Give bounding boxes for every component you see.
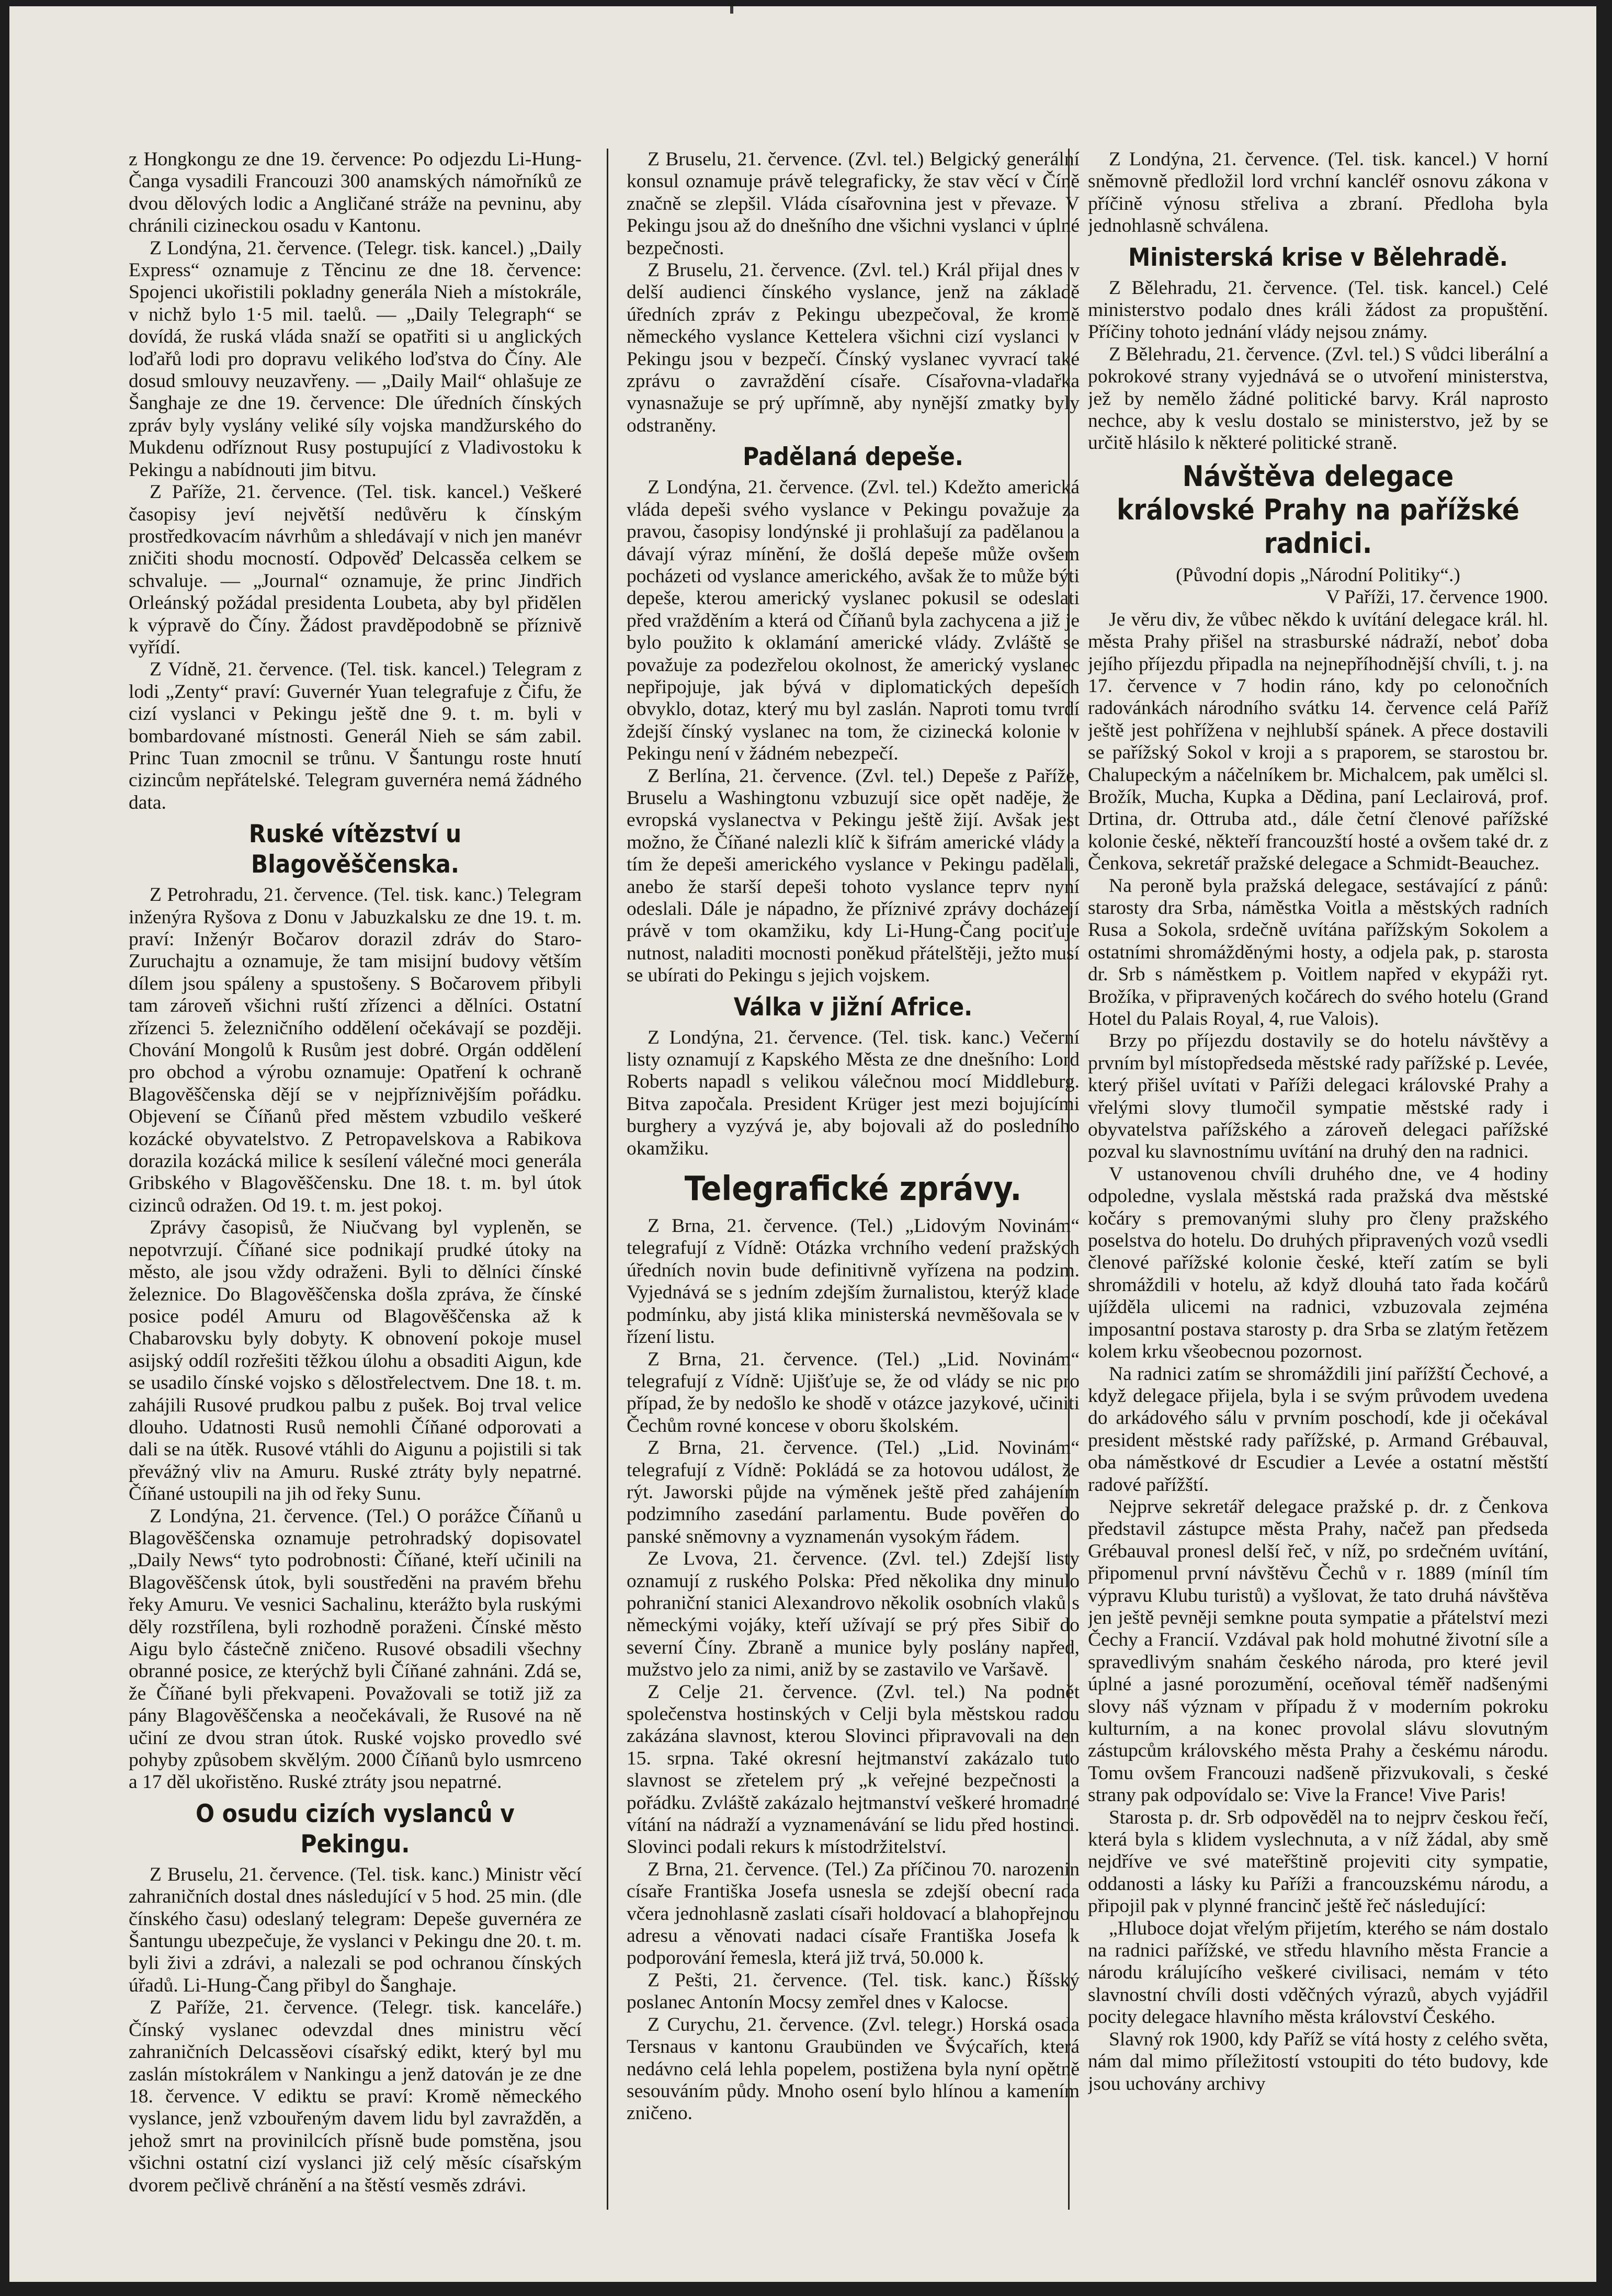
article-paragraph: Z Bruselu, 21. července. (Zvl. tel.) Král přijal dnes v delší audienci čínského vyslance, jenž na základě úředních zpráv z Pekingu ubezpečoval, že kromě německého vyslance Kettelera všichni cizí vyslanci v Pekingu jsou v bezpečí. Čínský vyslanec vyvrací také zprávu o zavraždění císaře. Císařovna-vladařka vynasnažuje se prý upřímně, aby nynější zmatky byly odstraněny. (627, 259, 1080, 436)
column-2 (627, 149, 1080, 2218)
article-paragraph: Starosta p. dr. Srb odpověděl na to nejprv českou řečí, která byla s klidem vyslechnuta, a v níž žádal, aby smě nejdříve ve své mateřštině projeviti city sympatie, oddanosti a lásky ku Paříži a francouzskému národu, a připojil pak v plynné francinč ještě řeč následující: (1088, 1806, 1548, 1917)
column-rule (607, 149, 608, 2210)
article-paragraph: Z Londýna, 21. července. (Telegr. tisk. kancel.) „Daily Express“ oznamuje z Těncinu ze dne 18. července: Spojenci ukořistili pokladny generála Nieh a místokrále, v nichž bylo 1·5 mil. taelů. — „Daily Telegraph“ se dovídá, že ruská vláda snaží se opatřiti si u anglických loďařů lodi pro dopravu velikého loďstva do Číny. Ale dosud smlouvy neuzavřeny. — „Daily Mail“ ohlašuje ze Šanghaje ze dne 19. července: Dle úředních čínských zpráv byly vyslány veliké síly vojska mandžurského do Mukdenu odříznout Rusy postupující z Vladivostoku k Pekingu a nabídnouti jim bitvu. (129, 237, 582, 481)
newspaper-page (9, 6, 1596, 2282)
section-heading: Padělaná depeše. (743, 443, 963, 472)
article-paragraph: Z Brna, 21. července. (Tel.) „Lidovým Novinám“ telegrafují z Vídně: Otázka vrchního vedení pražských úředních novin bude definitivně vyřízena na podzim. Vyjednává se s jedním zdejším žurnalistou, kterýž klade podmínku, aby jistá klika ministerská nevměšovala se v řízení listu. (627, 1215, 1080, 1348)
article-paragraph: Z Berlína, 21. července. (Zvl. tel.) Depeše z Paříže, Bruselu a Washingtonu vzbuzují sice opět naděje, že evropská vyslanectva v Pekingu ještě žijí. Avšak jest možno, že Číňané nalezli klíč k šifrám americké vlády a tím že depeši amerického vyslance v Pekingu padělali, anebo že starší depeši tohoto vyslance teprv nyní odeslali. Dále je nápadno, že příznivé zprávy docházejí právě v tom okamžiku, kdy Li-Hung-Čang pociťuje nutnost, naladiti mocnosti poněkud přátelštěji, ježto musí se ubírati do Pekingu s jejich vojskem. (627, 765, 1080, 987)
article-paragraph: Z Paříže, 21. července. (Telegr. tisk. kanceláře.) Čínský vyslanec odevzdal dnes ministru věcí zahraničních Delcassěovi císařský edikt, který byl mu zaslán místokrálem v Nankingu a jenž datován je ze dne 18. července. V ediktu se praví: Kromě německého vyslance, jenž vzbouřeným davem lidu byl zavražděn, a jehož smrt na provinilcích přísně bude pomstěna, jsou všichni ostatní cizí vyslanci již celý měsíc císařským dvorem pečlivě chránění a na štěstí vesměs zdrávi. (129, 1997, 582, 2196)
article-paragraph: V ustanovenou chvíli druhého dne, ve 4 hodiny odpoledne, vyslala městská rada pražská dva městské kočáry s premovanými sluhy pro členy pražského poselstva do hotelu. Do druhých připravených vozů vsedli členové pařížské kolonie české, kteří zatím se byli shromáždili v hotelu, až když dlouhá tato řada kočárů ujížděla ulicemi na radnici, vzbuzovala zejména imposantní postava starosty p. dra Srba se zlatým řetězem kolem krku všeobecnou pozornost. (1088, 1163, 1548, 1363)
article-paragraph: Ze Lvova, 21. července. (Zvl. tel.) Zdejší listy oznamují z ruského Polska: Před několika dny minulo pohraniční stanici Alexandrovo několik osobních vlaků s německými vojáky, kteří užívají se prý přes Sibiř do severní Číny. Zbraně a munice byly poslány napřed, mužstvo jelo za nimi, aniž by se zastavilo ve Varšavě. (627, 1548, 1080, 1681)
page-fold-mark (730, 6, 733, 14)
article-paragraph: z Hongkongu ze dne 19. července: Po odjezdu Li-Hung-Čanga vysadili Francouzi 300 anamských námořníků ze dvou dělových lodic a Angličané stráže na pevninu, aby chránili cizineckou osadu v Kantonu. (129, 149, 582, 237)
section-heading: Ruské vítězství u Blagověščenska. (248, 820, 462, 879)
article-paragraph: Na radnici zatím se shromáždili jiní pařížští Čechové, a když delegace přijela, byla i se svým průvodem uvedena do arkádového sálu v prvním poschodí, kde ji očekával president městské rady pařížské, p. Armand Grébauval, oba náměstkové dr Escudier a Levée a ostatní městští radové pařížští. (1088, 1363, 1548, 1496)
article-paragraph: Brzy po příjezdu dostavily se do hotelu návštěvy a prvním byl místopředseda městské rady pařížské p. Levée, který přišel uvítati v Paříži delegaci královské Prahy a vřelými slovy tlumočil sympatie městské rady i obyvatelstva pařížského a zároveň delegaci pařížské pozval ku slavnostnímu uvítání na druhý den na radnici. (1088, 1030, 1548, 1163)
article-paragraph: Z Londýna, 21. července. (Tel. tisk. kancel.) V horní sněmovně předložil lord vrchní kancléř osnovu zákona v příčině výnosu střeliva a zbraní. Předloha byla jednohlasně schválena. (1088, 149, 1548, 237)
section-heading: Válka v jižní Africe. (733, 992, 973, 1022)
article-paragraph: „Hluboce dojat vřelým přijetím, kterého se nám dostalo na radnici pařížské, ve středu hlavního města Francie a národu králujícího veškeré civilisaci, nemám v této slavnostní chvíli dosti vděčných výrazů, abych vyjádřil pocity delegace hlavního města království Českého. (1088, 1917, 1548, 2028)
article-paragraph: Z Bělehradu, 21. července. (Tel. tisk. kancel.) Celé ministerstvo podalo dnes králi žádost za propuštění. Příčiny tohoto jednání vlády nejsou známy. (1088, 277, 1548, 343)
article-paragraph: Z Vídně, 21. července. (Tel. tisk. kancel.) Telegram z lodi „Zenty“ praví: Guvernér Yuan telegrafuje z Čifu, že cizí vyslanci v Pekingu ještě dne 9. t. m. byli v bombardované místnosti. Generál Nieh se sám zabil. Princ Tuan zmocnil se trůnu. V Šantungu roste hnutí cizincům nepřátelské. Telegram guvernéra nemá žádného data. (129, 659, 582, 813)
column-3 (1088, 149, 1548, 2218)
article-paragraph: Z Bruselu, 21. července. (Zvl. tel.) Belgický generální konsul oznamuje právě telegraficky, že stav věcí v Číně značně se zlepšil. Vláda císařovnina jest v převaze. V Pekingu jsou až do dnešního dne všichni vyslanci v úplné bezpečnosti. (627, 149, 1080, 259)
article-paragraph: Z Londýna, 21. července. (Tel.) O porážce Číňanů u Blagověščenska oznamuje petrohradský dopisovatel „Daily News“ tyto podrobnosti: Číňané, kteří učinili na Blagověščensk útok, byli soustředěni na pravém břehu řeky Amuru. Ve vesnici Sachalinu, kterážto byla ruskými děly rozstřílena, byli rozhodně poraženi. Čínské město Aigu bylo částečně zničeno. Rusové obsadili všechny obranné posice, ze kterýchž byli Číňané zahnáni. Zdá se, že Číňané byli překvapeni. Považovali se totiž již za pány Blagověščenska a neočekávali, že Rusové na ně učiní ze dvou stran útok. Ruské vojsko provedlo své pohyby způsobem skvělým. 2000 Číňanů bylo usmrceno a 17 děl ukořistěno. Ruské ztráty jsou nepatrné. (129, 1505, 582, 1793)
article-paragraph: Z Petrohradu, 21. července. (Tel. tisk. kanc.) Telegram inženýra Ryšova z Donu v Jabuzkalsku ze dne 19. t. m. praví: Inženýr Bočarov dorazil zdráv do Staro-Zuruchajtu a oznamuje, že tam misijní budovy větším dílem jsou spáleny a spustošeny. S Bočarovem přibyli tam zároveň všichni ruští zřízenci a dělníci. Ostatní zřízenci 5. železničního oddělení očekávají se později. Chování Mongolů k Rusům jest dobré. Orgán oddělení pro obchod a výrobu oznamuje: Opatření k ochraně Blagověščenska dějí se v nejpříznivějším pořádku. Objevení se Číňanů před městem vzbudilo veškeré kozácké obyvatelstvo. Z Petropavelskova a Rabikova dorazila kozácká milice k sesílení válečné moci generála Gribského v Blagověščensku. Dne 18. t. m. byl útok cizinců odražen. Od 19. t. m. jest pokoj. (129, 884, 582, 1216)
column-1 (129, 149, 582, 2218)
article-paragraph: Z Londýna, 21. července. (Zvl. tel.) Kdežto americká vláda depeši svého vyslance v Pekingu považuje za pravou, časopisy londýnské ji prohlašují za padělanou a dávají výraz mínění, že došlá depeše může ovšem pocházeti od vyslance amerického, avšak že to může býti depeše, kterou americký vyslanec pokusil se odeslati před vražděním a která od Číňanů byla zachycena a již je bylo použito k oklamání americké vlády. Zvláště se považuje za podezřelou okolnost, že americký vyslanec nepřipojuje, jak bývá v diplomatických depeších obvyklo, dotaz, který mu byl zaslán. Naproti tomu tvrdí ždejší čínský vyslanec na tom, že cizinecká kolonie v Pekingu není v žádném nebezpečí. (627, 477, 1080, 765)
section-heading: O osudu cizích vyslanců v Pekingu. (196, 1799, 515, 1859)
article-paragraph: Z Brna, 21. července. (Tel.) „Lid. Novinám“ telegrafují z Vídně: Pokládá se za hotovou událost, že rýt. Jaworski půjde na výměnek ještě před zahájením podzimního zasedání parlamentu. Bude pověřen do panské sněmovny a vyznamenán vysokým řádem. (627, 1437, 1080, 1547)
article-paragraph: Slavný rok 1900, kdy Paříž se vítá hosty z celého světa, nám dal mimo příležitostí vstoupiti do této budovy, kde jsou uchovány archivy (1088, 2028, 1548, 2095)
article-paragraph: Z Pešti, 21. července. (Tel. tisk. kanc.) Říšský poslanec Antonín Mocsy zemřel dnes v Kalocse. (627, 1969, 1080, 2014)
article-subheading: (Původní dopis „Národní Politiky“.) (1176, 564, 1460, 586)
dateline: V Paříži, 17. července 1900. (1325, 586, 1548, 608)
article-paragraph: Nejprve sekretář delegace pražské p. dr. z Čenkova představil zástupce města Prahy, načež pan předseda Grébauval pronesl delší řeč, v níž, po srdečném uvítání, připomenul první návštěvu Čechů v r. 1889 (míníl tím výpravu Klubu turistů) a vyšlovat, že tato druhá návštěva jen ještě pevněji semkne pouta sympatie a přátelství mezi Čechy a Francií. Vzdával pak hold mohutné životní síle a spravedlivým snahám českého národa, pro které jevil úplné a jasné porozumění, oceňoval téměř nadšenými slovy náš význam v případu ž v moderním pokroku kulturním, a na konec provolal slávu slovutným zástupcům královského města Prahy a českému národu. Tomu ovšem Francouzi nadšeně přizvukovali, s české strany pak odpovídalo se: Vive la France! Vive Paris! (1088, 1496, 1548, 1806)
article-paragraph: Zprávy časopisů, že Niučvang byl vypleněn, se nepotvrzují. Číňané sice podnikají prudké útoky na město, ale jsou vždy odraženi. Byli to dělníci čínské železnice. Do Blagověščenska došla zpráva, že čínské posice podél Amuru od Blagověščenska až k Chabarovsku byly dobyty. K obnovení pokoje musel asijský oddíl rozřešiti těžkou úlohu a obsaditi Aigun, kde se usadilo čínské vojsko s dělostřelectvem. Dne 18. t. m. zahájili Rusové prudkou palbu z pušek. Boj trval velice dlouho. Udatnosti Rusů nemohli Číňané odporovati a dali se na útěk. Rusové vtáhli do Aigunu a pojistili si tak převážný vliv na Amuru. Ruské ztráty byly nepatrné. Číňané ustoupili na jih od řeky Sunu. (129, 1217, 582, 1505)
article-paragraph: Z Celje 21. července. (Zvl. tel.) Na podnět společenstva hostinských v Celji byla městskou radou zakázána slavnost, kterou Slovinci připravovali na den 15. srpna. Také okresní hejtmanství zakázalo tuto slavnost se zřetelem prý „k veřejné bezpečnosti a pořádku. Zvláště zakázalo hejtmanství veškeré hromadné vítání na nádraží a vyznamenávání se lidu před hostinci. Slovinci podali rekurs k místodržitelství. (627, 1681, 1080, 1858)
article-paragraph: Je věru div, že vůbec někdo k uvítání delegace král. hl. města Prahy přišel na strasburské nádraží, neboť doba jejího příjezdu připadla na nejnepříhodnější chvíli, t. j. na 17. července v 7 hodin ráno, kdy po celonočních radovánkách národního svátku 14. července celá Paříž ještě jest pohřížena v nejhlubší spánek. A přece dostavili se pařížský Sokol v kroji a s praporem, se starostou br. Chalupeckým a náčelníkem br. Michalcem, pak umělci sl. Brožík, Mucha, Kupka a Dědina, paní Leclairová, prof. Drtina, dr. Ottruba atd., dále četní členové pařížské kolonie české, někteří francouzští hosté a ovšem také dr. z Čenkova, sekretář pražské delegace a Schmidt-Beauchez. (1088, 608, 1548, 875)
article-paragraph: Na peroně byla pražská delegace, sestávající z pánů: starosty dra Srba, náměstka Voitla a městských radních Rusa a Sokola, srdečně uvítána pařížským Sokolem a ostatními shromážděnými hosty, a odjela pak, p. starosta dr. Srb s náměstkem p. Voitlem napřed v ekypáži ryt. Brožíka, v připravených kočárech do svého hotelu (Grand Hotel du Palais Royal, 4, rue Valois). (1088, 875, 1548, 1030)
article-paragraph: Z Paříže, 21. července. (Tel. tisk. kancel.) Veškeré časopisy jeví největší nedůvěru k čínským prostředkovacím návrhům a shledávají v nich jen manévr zničiti shodu mocností. Odpověď Delcassěa celkem se schvaluje. — „Journal“ oznamuje, že princ Jindřich Orleánský požádal presidenta Loubeta, aby byl přidělen k výpravě do Číny. Žádost pravděpodobně se příznivě vyřídí. (129, 481, 582, 658)
article-paragraph: Z Curychu, 21. července. (Zvl. telegr.) Horská osada Tersnaus v kantonu Graubünden ve Švýcařích, která nedávno celá lehla popelem, postižena byla nyní opětně sesouváním půdy. Mnoho osení bylo hlínou a kamením zničeno. (627, 2014, 1080, 2124)
article-paragraph: Z Brna, 21. července. (Tel.) „Lid. Novinám“ telegrafují z Vídně: Ujišťuje se, že od vlády se nic pro případ, že by nedošlo ke shodě v otázce jazykové, učiniti Čechům rovné koncese v oboru školském. (627, 1348, 1080, 1437)
article-paragraph: Z Brna, 21. července. (Tel.) Za příčinou 70. narozenin císaře Františka Josefa usnesla se zdejší obecní rada včera jednohlasně zaslati císaři holdovací a blahopřejnou adresu a věnovati nadaci císaře Františka Josefa k podporování řemesla, která již trvá, 50.000 k. (627, 1858, 1080, 1969)
section-heading: Návštěva delegace královské Prahy na pařížské radnici. (1117, 459, 1519, 560)
article-paragraph: Z Bruselu, 21. července. (Tel. tisk. kanc.) Ministr věcí zahraničních dostal dnes následující v 5 hod. 25 min. (dle čínského času) odeslaný telegram: Depeše guvernéra ze Šantungu ubezpečuje, že vyslanci v Pekingu dne 20. t. m. byli živi a zdrávi, a nalezali se pod ochranou čínských úřadů. Li-Hung-Čang přibyl do Šanghaje. (129, 1863, 582, 1996)
section-heading: Ministerská krise v Bělehradě. (1128, 243, 1508, 272)
article-paragraph: Z Bělehradu, 21. července. (Zvl. tel.) S vůdci liberální a pokrokové strany vyjednává se o utvoření ministerstva, jež by nemělo žádné politické barvy. Král naprosto nechce, aby k veslu dostalo se ministerstvo, jež by se určitě hlásilo k některé politické straně. (1088, 343, 1548, 454)
section-heading: Telegrafické zprávy. (684, 1170, 1022, 1209)
article-paragraph: Z Londýna, 21. července. (Tel. tisk. kanc.) Večerní listy oznamují z Kapského Města ze dne dnešního: Lord Roberts napadl s velikou válečnou mocí Middleburg. Bitva započala. President Krüger jest mezi bojujícími burghery a vyzývá je, aby bojovali až do posledního okamžiku. (627, 1026, 1080, 1159)
